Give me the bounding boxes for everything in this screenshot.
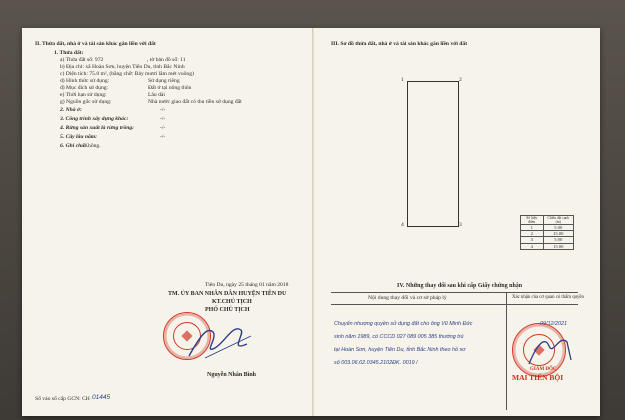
table-cell: 5.00 xyxy=(543,225,574,231)
corner-label-1: 1 xyxy=(401,77,404,83)
notes-label: 6. Ghi chú: xyxy=(60,143,87,149)
parcel-heading: 1. Thửa đất: xyxy=(54,50,84,56)
section-ii-title: II. Thửa đất, nhà ở và tài sản khác gắn liền với đất xyxy=(35,41,156,47)
section-iv-title: IV. Những thay đổi sau khi cấp Giấy chứng nhận xyxy=(397,283,523,289)
term-value: Lâu dài xyxy=(148,92,165,98)
changes-column-header: Nội dung thay đổi và cơ sở pháp lý xyxy=(368,295,447,301)
parcel-number: a) Thửa đất số: 972 xyxy=(60,57,104,63)
corner-label-2: 2 xyxy=(459,77,462,83)
purpose-value: Đất ở tại nông thôn xyxy=(148,85,192,91)
signature-right xyxy=(525,330,575,370)
register-number-label: Số vào sổ cấp GCN: CH xyxy=(35,396,90,402)
corner-label-4: 4 xyxy=(401,222,404,228)
usage-form-label: d) Hình thức sử dụng: xyxy=(60,78,110,84)
vice-chairman-title: PHÓ CHỦ TỊCH xyxy=(205,307,250,313)
table-header-cell: Chiều dài cạnh (m) xyxy=(543,216,574,225)
parcel-diagram xyxy=(407,81,459,227)
section-iii-title: III. Sơ đồ thửa đất, nhà ở và tài sản khác gắn liền với đất xyxy=(331,41,468,47)
table-header-rule xyxy=(331,304,578,305)
house-value: -/- xyxy=(160,107,166,113)
handwritten-entry-line-2: sinh năm 1989, có CCCD 027 089 005 385 thường trú xyxy=(334,334,464,340)
table-cell: 3 xyxy=(521,237,544,243)
table-cell: 5.00 xyxy=(543,237,574,243)
edge-length-table xyxy=(520,215,574,250)
parcel-address: b) Địa chỉ: xã Hoàn Sơn, huyện Tiên Du, tỉnh Bắc Ninh xyxy=(60,64,185,70)
director-title: GIÁM ĐỐC xyxy=(530,367,557,372)
register-number-handwritten: 01445 xyxy=(92,394,111,401)
table-cell: 2 xyxy=(521,231,544,237)
table-header-cell: Số hiệu điểm xyxy=(521,216,544,225)
parcel-area: c) Diện tích: 75.0 m², (bằng chữ: Bảy mươi lăm mét vuông) xyxy=(60,71,194,77)
signature-left xyxy=(185,318,255,363)
origin-label: g) Nguồn gốc sử dụng: xyxy=(60,99,112,105)
handwritten-date: 09/12/2021 xyxy=(540,321,567,327)
director-name: MAI TIẾN BỘI xyxy=(512,373,564,382)
perennial-label: 5. Cây lâu năm: xyxy=(60,134,97,140)
forest-label: 4. Rừng sản xuất là rừng trồng: xyxy=(60,125,135,131)
perennial-value: -/- xyxy=(160,134,166,140)
forest-value: -/- xyxy=(160,125,166,131)
table-cell: 15.00 xyxy=(543,243,574,249)
table-header-row xyxy=(521,216,574,225)
kt-title: KT.CHỦ TỊCH xyxy=(212,299,252,305)
notes-value: Không. xyxy=(84,143,101,149)
table-column-divider xyxy=(506,292,507,410)
confirmation-column-header: Xác nhận của cơ quan có thẩm quyền xyxy=(512,295,584,300)
works-value: -/- xyxy=(160,116,166,122)
house-label: 2. Nhà ở: xyxy=(60,107,82,113)
place-date: Tiên Du, ngày 25 tháng 01 năm 2018 xyxy=(205,282,289,288)
table-row xyxy=(521,243,574,249)
usage-form-value: Sử dụng riêng xyxy=(148,78,180,84)
purpose-label: đ) Mục đích sử dụng: xyxy=(60,85,109,91)
handwritten-entry-line-4: số 003.06.02.0345.2102ĐK. 0019 / xyxy=(334,360,418,366)
handwritten-entry-line-3: tại Hoàn Sơn, huyện Tiên Du, tỉnh Bắc Ninh theo hồ sơ xyxy=(334,347,466,353)
signer-name: Nguyễn Nhân Bình xyxy=(207,372,257,378)
table-cell: 4 xyxy=(521,243,544,249)
term-label: e) Thời hạn sử dụng: xyxy=(60,92,107,98)
origin-value: Nhà nước giao đất có thu tiền sử dụng đất xyxy=(148,99,242,105)
handwritten-entry-line-1: Chuyển nhượng quyền sử dụng đất cho ông Vũ Minh Đức xyxy=(334,321,473,327)
corner-label-3: 3 xyxy=(459,222,462,228)
page-fold xyxy=(312,28,314,416)
table-cell: 15.00 xyxy=(543,231,574,237)
table-cell: 1 xyxy=(521,225,544,231)
table-top-rule xyxy=(331,292,578,293)
map-sheet: , tờ bản đồ số: 11 xyxy=(147,57,186,63)
issuing-authority: TM. ỦY BAN NHÂN DÂN HUYỆN TIÊN DU xyxy=(168,291,287,297)
works-label: 3. Công trình xây dựng khác: xyxy=(60,116,129,122)
